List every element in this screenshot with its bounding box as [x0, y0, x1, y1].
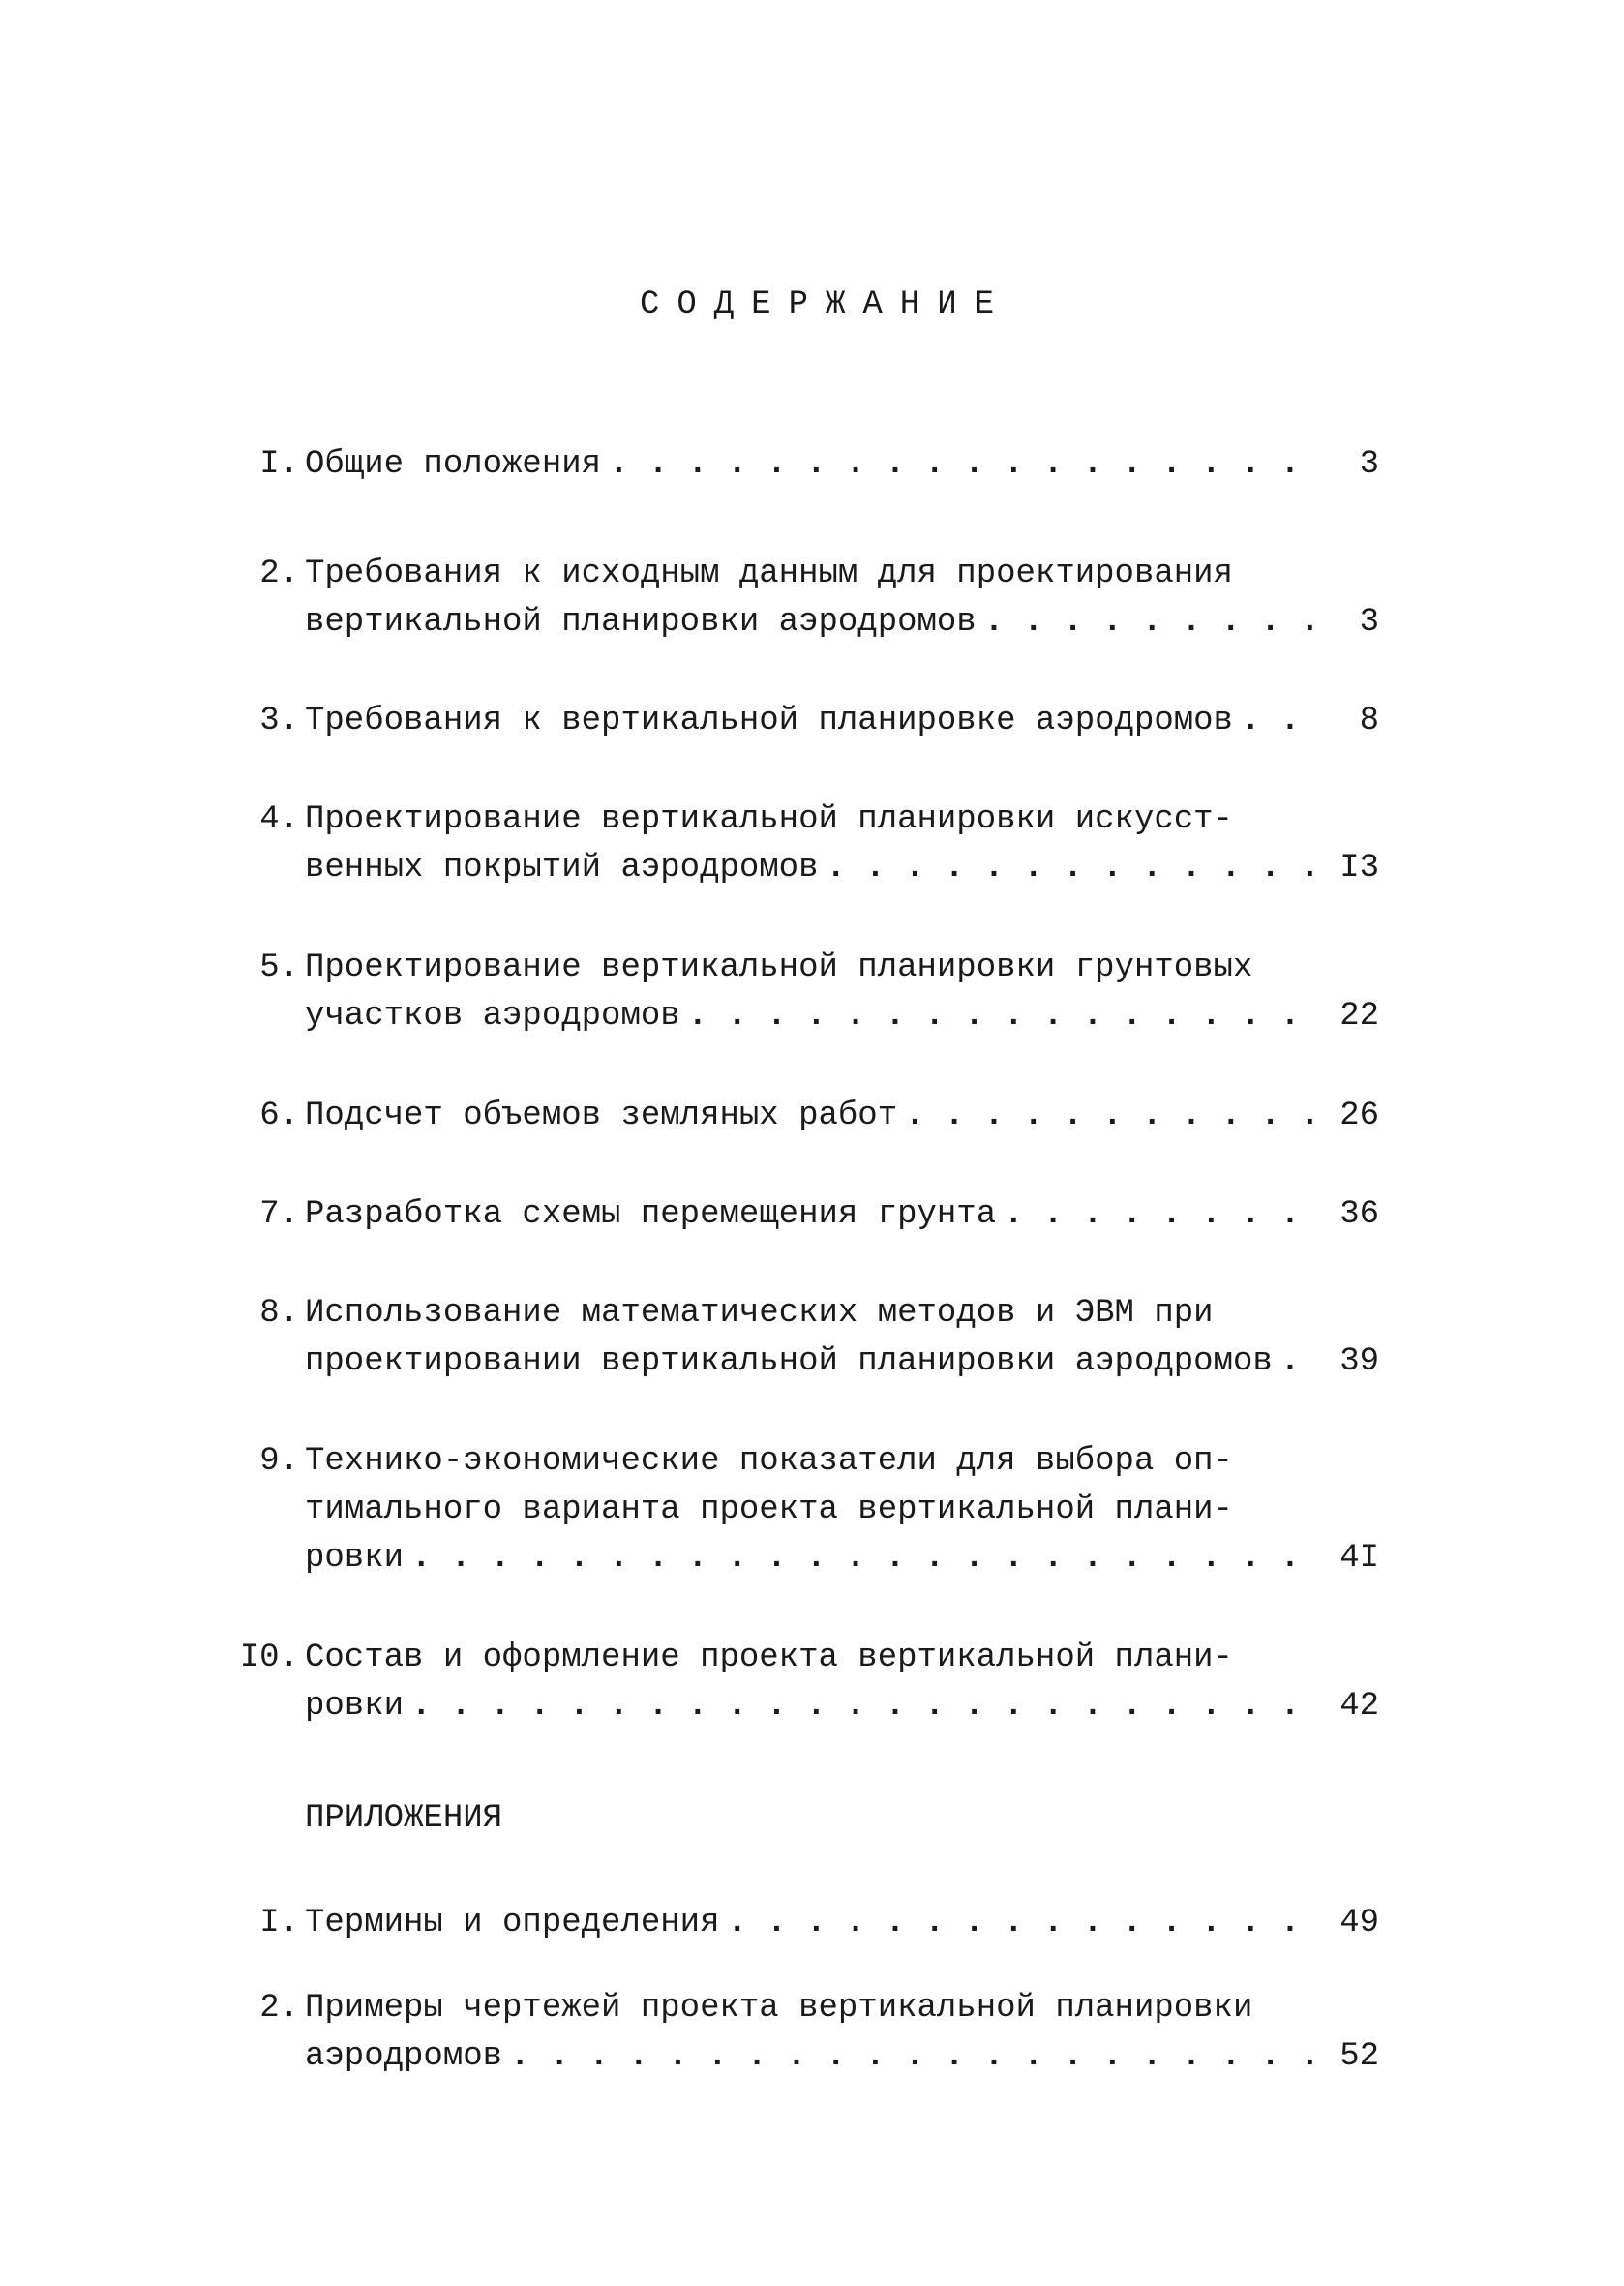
toc-entry-9: [237, 1437, 1398, 1582]
toc-entry-title: проектировании вертикальной планировки аэродромов: [305, 1343, 1273, 1380]
dot-leader: [984, 598, 1313, 647]
dot-leader: [905, 1092, 1313, 1140]
appendix-entry-title: Примеры чертежей проекта вертикальной планировки: [305, 1990, 1253, 2027]
appendix-entry-title: аэродромов: [305, 2038, 503, 2075]
toc-entry-title: Проектирование вертикальной планировки искусст-: [305, 801, 1233, 838]
toc-entry-page: 3: [1359, 604, 1379, 641]
dot-leader: [411, 1534, 1313, 1582]
dot-leader: [1280, 1338, 1313, 1386]
toc-entry-title: тимального варианта проекта вертикальной плани-: [305, 1491, 1233, 1528]
toc-entry-title: ровки: [305, 1540, 405, 1577]
appendix-entry-1: [237, 1899, 1398, 1947]
dot-leader: [1004, 1190, 1313, 1239]
toc-entry-page: 4I: [1339, 1540, 1379, 1577]
toc-entry-title: Подсчет объемов земляных работ: [305, 1098, 898, 1134]
toc-entry-title: Проектирование вертикальной планировки грунтовых: [305, 949, 1253, 986]
toc-entry-title: Требования к вертикальной планировке аэродромов: [305, 703, 1233, 739]
dot-leader: [727, 1899, 1313, 1947]
toc-entry-page: 8: [1359, 703, 1379, 739]
appendix-heading: ПРИЛОЖЕНИЯ: [305, 1800, 503, 1837]
toc-entry-title: Общие положения: [305, 446, 602, 483]
toc-entry-page: 26: [1339, 1098, 1379, 1134]
toc-entry-6: [237, 1092, 1398, 1140]
toc-entry-page: 22: [1339, 998, 1379, 1035]
toc-entry-number: I.: [259, 446, 299, 483]
toc-entry-page: 42: [1339, 1688, 1379, 1725]
toc-entry-number: 6.: [259, 1098, 299, 1134]
toc-entry-number: I0.: [239, 1639, 299, 1676]
appendix-entry-page: 49: [1339, 1905, 1379, 1941]
dot-leader: [411, 1682, 1313, 1730]
toc-entry-2: [237, 550, 1398, 647]
dot-leader: [609, 440, 1313, 489]
toc-entry-title: венных покрытий аэродромов: [305, 850, 819, 887]
toc-entry-title: Состав и оформление проекта вертикальной плани-: [305, 1639, 1233, 1676]
toc-entry-number: 3.: [259, 703, 299, 739]
appendix-entry-page: 52: [1339, 2038, 1379, 2075]
toc-entry-5: [237, 944, 1398, 1040]
appendix-entry-number: I.: [259, 1905, 299, 1941]
toc-entry-number: 7.: [259, 1196, 299, 1233]
toc-entry-3: [237, 697, 1398, 745]
toc-entry-number: 9.: [259, 1443, 299, 1480]
toc-entry-title: Использование математических методов и ЭВМ при: [305, 1295, 1214, 1332]
toc-entry-10: [237, 1634, 1398, 1730]
toc-entry-title: участков аэродромов: [305, 998, 680, 1035]
toc-entry-title: Требования к исходным данным для проектирования: [305, 556, 1233, 592]
toc-entry-page: 36: [1339, 1196, 1379, 1233]
toc-entry-page: I3: [1339, 850, 1379, 887]
toc-entry-title: вертикальной планировки аэродромов: [305, 604, 977, 641]
dot-leader: [688, 992, 1313, 1040]
toc-entry-page: 39: [1339, 1343, 1379, 1380]
toc-entry-title: Технико-экономические показатели для выбора оп-: [305, 1443, 1233, 1480]
toc-entry-number: 2.: [259, 556, 299, 592]
toc-entry-1: [237, 440, 1398, 489]
toc-entry-number: 8.: [259, 1295, 299, 1332]
appendix-entry-2: [237, 1984, 1398, 2081]
toc-entry-number: 5.: [259, 949, 299, 986]
toc-entry-4: [237, 796, 1398, 892]
dot-leader: [510, 2032, 1313, 2081]
toc-entry-title: ровки: [305, 1688, 405, 1725]
toc-entry-8: [237, 1289, 1398, 1386]
appendix-entry-title: Термины и определения: [305, 1905, 720, 1941]
page-title: СОДЕРЖАНИЕ: [639, 286, 1012, 323]
toc-entry-number: 4.: [259, 801, 299, 838]
dot-leader: [827, 844, 1314, 892]
dot-leader: [1241, 697, 1313, 745]
toc-entry-page: 3: [1359, 446, 1379, 483]
appendix-entry-number: 2.: [259, 1990, 299, 2027]
toc-entry-7: [237, 1190, 1398, 1239]
toc-entry-title: Разработка схемы перемещения грунта: [305, 1196, 997, 1233]
